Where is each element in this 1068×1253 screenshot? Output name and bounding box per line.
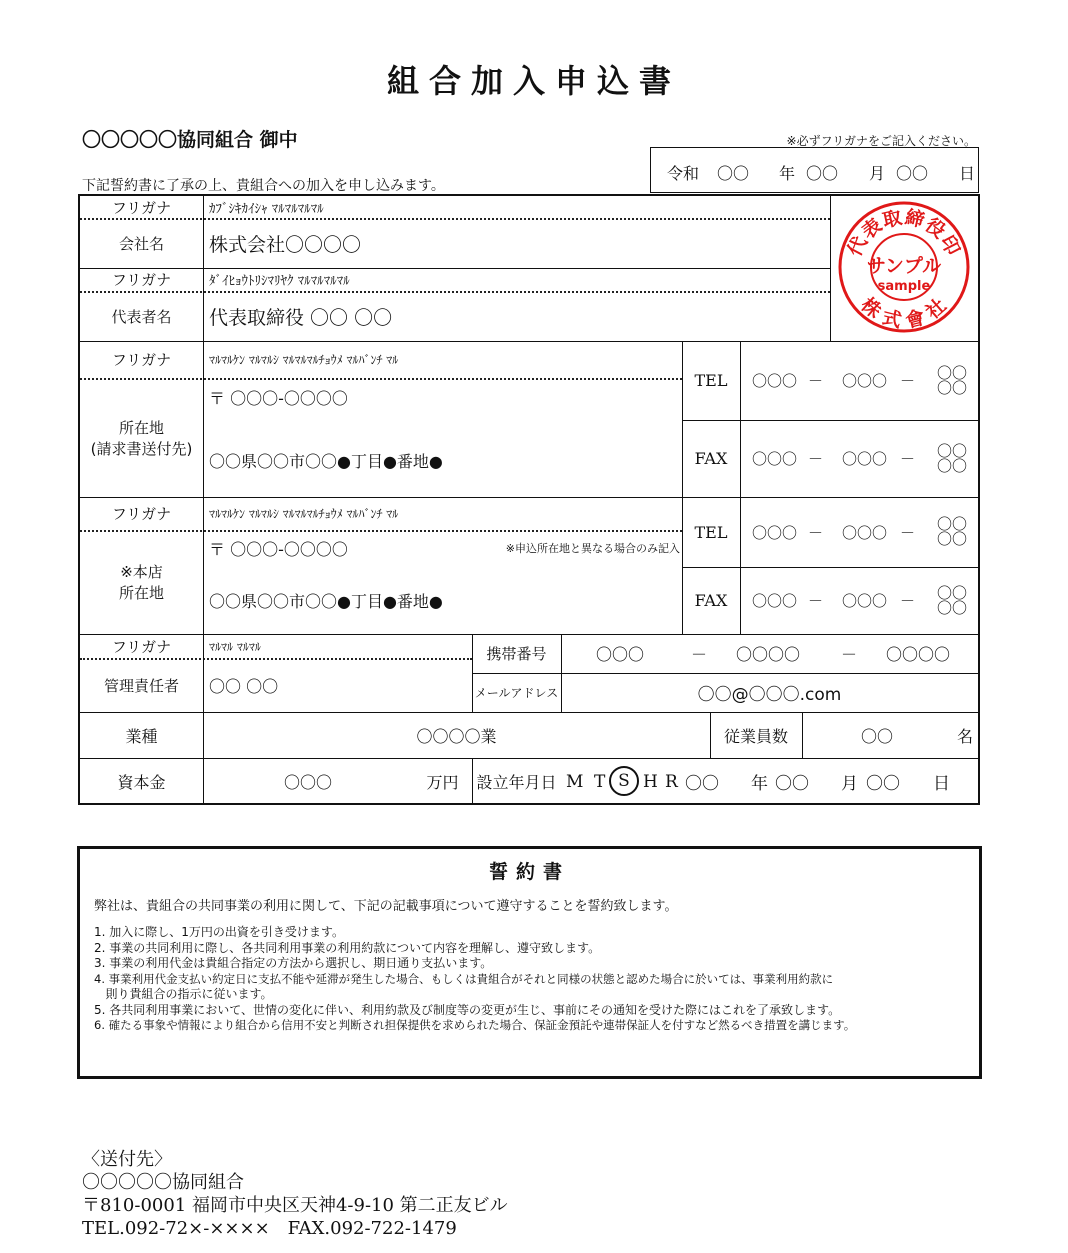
- pledge-list: [94, 925, 964, 1034]
- hq-tel[interactable]: 〇〇〇 － 〇〇〇 － 〇〇〇〇: [752, 515, 967, 548]
- hq-label: ※本店 所在地: [118, 563, 164, 602]
- send-to-contact: TEL.092-72×-×××× FAX.092-722-1479: [82, 1218, 457, 1239]
- manager-furigana-label: フリガナ: [111, 637, 172, 656]
- era-h[interactable]: H: [643, 771, 658, 792]
- era-m[interactable]: M: [566, 771, 584, 792]
- pledge-item: 5. 各共同利用事業において、世情の変化に伴い、利用約款及び制度等の変更が生じ、事前にその通知を受けた際にはこれを了承致します。: [94, 1002, 841, 1017]
- pledge-item: 4. 事業利用代金支払い約定日に支払不能や延滞が発生した場合、もしくは貴組合がそれと同様の状態と認めた場合に於いては、事業利用約款に: [94, 971, 834, 986]
- intro-text: 下記誓約書に了承の上、貴組合への加入を申し込みます。: [82, 178, 445, 194]
- hq-fax-label: FAX: [694, 591, 728, 610]
- representative-label: 代表者名: [111, 307, 172, 326]
- company-furigana-value[interactable]: ｶﾌﾞｼｷｶｲｼｬ ﾏﾙﾏﾙﾏﾙﾏﾙ: [209, 201, 324, 217]
- manager-furigana-value[interactable]: ﾏﾙﾏﾙ ﾏﾙﾏﾙ: [209, 639, 261, 654]
- era-r[interactable]: R: [665, 771, 678, 792]
- date-month[interactable]: 〇〇: [806, 164, 839, 183]
- date-month-unit: 月: [869, 164, 886, 183]
- founded-date[interactable]: M T S H R 〇〇 年 〇〇 月 〇〇 日: [561, 758, 978, 805]
- hq-fax[interactable]: 〇〇〇 － 〇〇〇 － 〇〇〇〇: [752, 583, 967, 617]
- hq-furigana-value[interactable]: ﾏﾙﾏﾙｹﾝ ﾏﾙﾏﾙｼ ﾏﾙﾏﾙﾏﾙﾁｮｳﾒ ﾏﾙﾊﾞﾝﾁ ﾏﾙ: [209, 507, 399, 521]
- send-to-heading: 〈送付先〉: [82, 1149, 172, 1170]
- rep-furigana-value[interactable]: ﾀﾞｲﾋｮｳﾄﾘｼﾏﾘﾔｸ ﾏﾙﾏﾙﾏﾙﾏﾙ: [209, 274, 350, 289]
- date-day-unit: 日: [959, 164, 976, 183]
- industry-value[interactable]: 〇〇〇〇業: [416, 726, 497, 746]
- hq-furigana-label: フリガナ: [111, 505, 172, 523]
- location-label: 所在地 (請求書送付先): [90, 418, 193, 458]
- location-furigana-value[interactable]: ﾏﾙﾏﾙｹﾝ ﾏﾙﾏﾙｼ ﾏﾙﾏﾙﾏﾙﾁｮｳﾒ ﾏﾙﾊﾞﾝﾁ ﾏﾙ: [209, 353, 399, 367]
- manager-label: 管理責任者: [103, 676, 179, 695]
- location-address[interactable]: 〇〇県〇〇市〇〇●丁目●番地●: [209, 451, 443, 471]
- stamp-sub-text: sample: [877, 279, 931, 294]
- company-seal-stamp: [834, 200, 974, 334]
- page-title: 組合加入申込書: [386, 62, 681, 100]
- rep-furigana-label: フリガナ: [111, 271, 172, 289]
- addressee: 〇〇〇〇〇協同組合 御中: [82, 129, 298, 151]
- svg-text:株式會社: [857, 293, 952, 332]
- furigana-note: ※必ずフリガナをご記入ください。: [786, 134, 976, 148]
- pledge-item: 則り貴組合の指示に従います。: [94, 987, 273, 1001]
- send-to-address: 〒810-0001 福岡市中央区天神4-9-10 第二正友ビル: [82, 1195, 508, 1216]
- industry-label: 業種: [125, 726, 158, 746]
- hq-postal[interactable]: 〒 〇〇〇-〇〇〇〇: [209, 539, 348, 559]
- application-date[interactable]: [650, 147, 979, 193]
- date-day[interactable]: 〇〇: [896, 164, 929, 183]
- location-furigana-label: フリガナ: [111, 351, 172, 369]
- capital-label: 資本金: [117, 773, 166, 792]
- pledge-intro: 弊社は、貴組合の共同事業の利用に関して、下記の記載事項について遵守することを誓約致します。: [94, 899, 678, 914]
- company-furigana-label: フリガナ: [111, 198, 172, 217]
- pledge-title: 誓約書: [488, 861, 570, 883]
- era-s-selected[interactable]: S: [609, 766, 639, 796]
- send-to: [82, 1148, 508, 1240]
- manager-name[interactable]: 〇〇 〇〇: [209, 676, 279, 696]
- date-year[interactable]: 〇〇: [717, 164, 750, 183]
- stamp-top-text: 代表取締役印: [843, 206, 965, 260]
- capital-unit: 万円: [426, 773, 459, 792]
- pledge-item: 2. 事業の共同利用に際し、各共同利用事業の利用約款について内容を理解し、遵守致します。: [94, 940, 601, 955]
- location-tel[interactable]: 〇〇〇 － 〇〇〇 － 〇〇〇〇: [752, 363, 967, 397]
- mobile-number[interactable]: 〇〇〇 － 〇〇〇〇 － 〇〇〇〇: [596, 645, 951, 664]
- pledge-item: 3. 事業の利用代金は貴組合指定の方法から選択し、期日通り支払います。: [94, 956, 493, 970]
- mobile-label: 携帯番号: [486, 645, 547, 663]
- employees-label: 従業員数: [723, 726, 788, 746]
- hq-address[interactable]: 〇〇県〇〇市〇〇●丁目●番地●: [209, 591, 443, 611]
- hq-tel-label: TEL: [694, 522, 728, 542]
- pledge-item: 1. 加入に際し、1万円の出資を引き受けます。: [94, 925, 344, 939]
- company-name-label: 会社名: [118, 234, 164, 253]
- pledge-box: [77, 846, 982, 1079]
- capital-value[interactable]: 〇〇〇: [283, 773, 332, 792]
- date-era: 令和: [667, 164, 700, 183]
- era-t[interactable]: T: [594, 771, 606, 792]
- location-postal[interactable]: 〒 〇〇〇-〇〇〇〇: [209, 388, 348, 408]
- representative-value[interactable]: 代表取締役 〇〇 〇〇: [209, 306, 393, 329]
- stamp-middle-text: サンプル: [866, 255, 942, 277]
- hq-note: ※申込所在地と異なる場合のみ記入: [505, 542, 680, 555]
- location-fax-label: FAX: [694, 449, 728, 468]
- date-year-unit: 年: [779, 164, 796, 183]
- employees-unit: 名: [956, 726, 973, 746]
- email-label: メールアドレス: [474, 686, 559, 700]
- stamp-bottom-text: 株式會社: [856, 293, 952, 333]
- send-to-name: 〇〇〇〇〇協同組合: [82, 1172, 244, 1193]
- location-tel-label: TEL: [694, 371, 728, 390]
- location-fax[interactable]: 〇〇〇 － 〇〇〇 － 〇〇〇〇: [752, 441, 967, 475]
- company-name-value[interactable]: 株式会社〇〇〇〇: [209, 233, 362, 256]
- employees-value[interactable]: 〇〇: [860, 726, 893, 746]
- founded-label: 設立年月日: [476, 773, 557, 792]
- pledge-item: 6. 確たる事象や情報により組合から信用不安と判断され担保提供を求められた場合、保証金預託や連帯保証人を付すなど然るべき措置を講じます。: [94, 1018, 856, 1032]
- svg-text:代表取締役印: [843, 205, 965, 260]
- email-value[interactable]: 〇〇@〇〇〇.com: [697, 685, 842, 705]
